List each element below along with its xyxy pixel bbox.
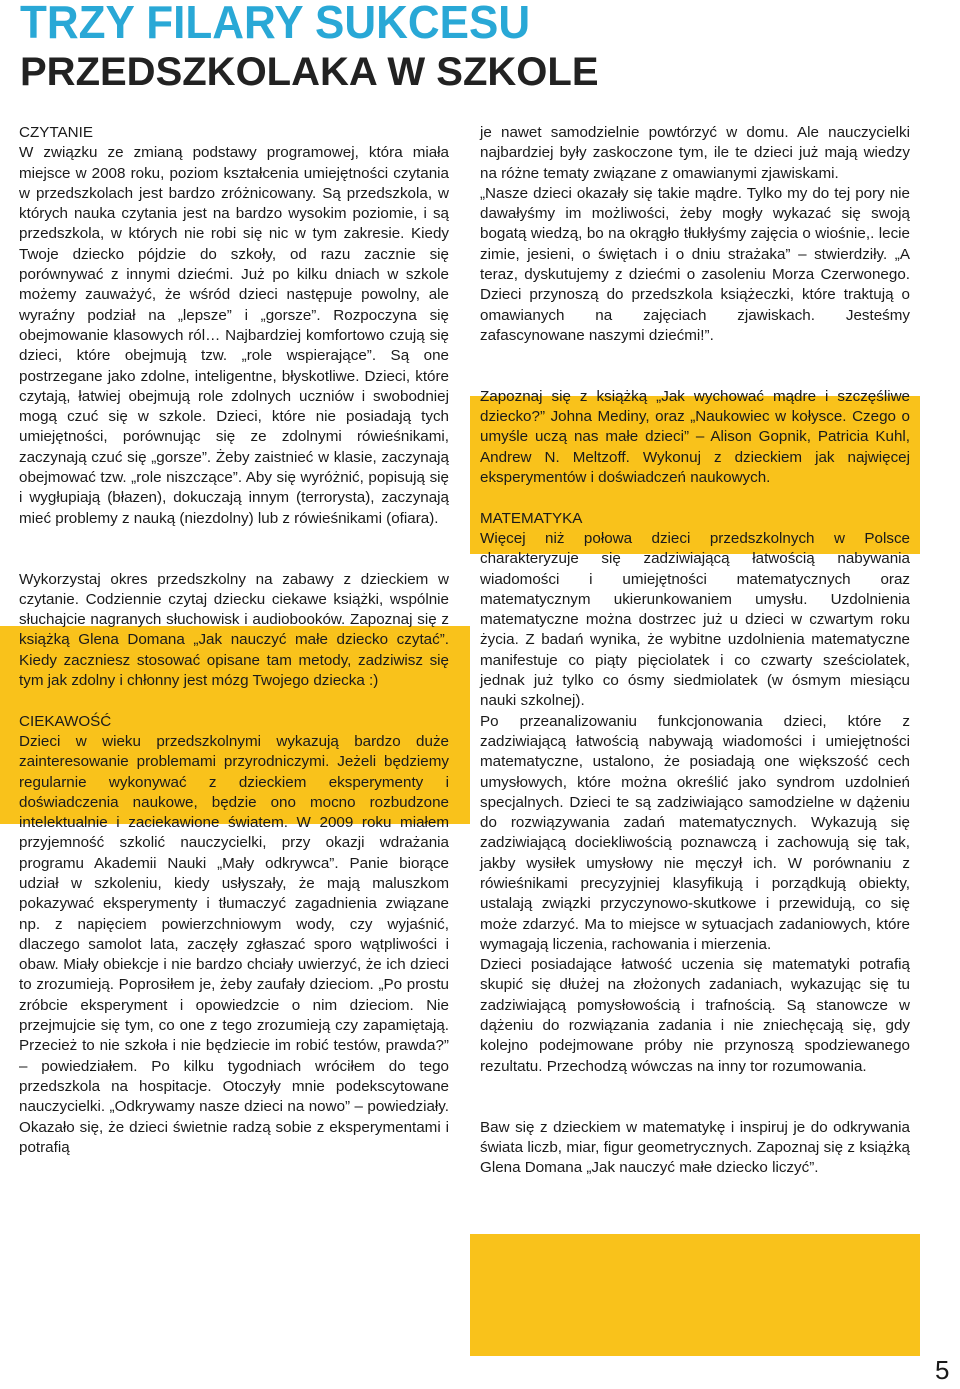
tip-text-reading: Wykorzystaj okres przedszkolny na zabawy z dzieckiem w czytanie. Codziennie czytaj dziecku ciekawe książki, wspólnie słuchajcie nagranych słuchowisk i audiobooków. Zapoznaj się z książką Glena Domana „Jak nauczyć małe dziecko czytać”. Kiedy zaczniesz stosować opisane tam metody, zadziwisz się tym jak zdolny i chłonny jest mózg Twojego dziecka :) [19,570,449,690]
right-column [480,123,910,1178]
page-number: 5 [935,1355,950,1385]
continuation-text: je nawet samodzielnie powtórzyć w domu. Ale nauczycielki najbardziej były zaskoczone tym, ile te dzieci już mają wiedzy na różne tematy związane z omawianymi zjawiskami. [480,124,910,182]
left-column [19,123,449,1158]
section-heading-curiosity: CIEKAWOŚĆ [19,712,112,730]
tip-label-curiosity: WSKAZÓWKA DLA RODZICÓW [480,367,702,385]
tip-label-math: WSKAZÓWKA DLA RODZICÓW [480,1098,702,1116]
section-text-math-3: Dzieci posiadające łatwość uczenia się matematyki potrafią skupić się dłużej na złożonych zadaniach, wykazując się tu zadziwiającą pomysłowością i trafnością. Są stanowcze w dążeniu do rozwiązania zadania i nie zniechęcają się, gdy kolejno podejmowane próby nie przynoszą spodziewanego rezultatu. Przechodzą wówczas na inny tor rozumowania. [480,956,910,1075]
section-heading-math: MATEMATYKA [480,509,583,527]
title-line-1: TRZY FILARY SUKCESU [20,0,531,49]
section-text-curiosity: Dzieci w wieku przedszkolnymi wykazują bardzo duże zainteresowanie problemami przyrodniczymi. Jeżeli będziemy regularnie wykonywać z dzieckiem eksperymenty i doświadczenia naukowe, będzie ono mocno rozbudzone intelektualnie i zaciekawione światem. W 2009 roku miałem przyjemność szkolić nauczycielki, przy okazji wdrażania programu Akademii Nauki „Mały odkrywca”. Panie biorące udział w szkoleniu, kiedy usłyszały, że mają maluszkom pokazywać eksperymenty i tłumaczyć zagadnienia związane np. z napięciem powierzchniowym wody, czy wyjaśnić, dlaczego samolot lata, zaczęły zgłaszać sporo wątpliwości i obaw. Miały obiekcje i nie bardzo chciały uwierzyć, że ich dzieci to zrozumieją. Poprosiłem je, żeby zaufały dzieciom. „Po prostu zróbcie eksperyment i opowiedzcie o nim dzieciom. Nie przejmujcie się tym, co one z tego zrozumieją czy zapamiętają. Przecież to nie szkoła i nie będziecie im robić testów, prawda?” – powiedziałem. Po kilku tygodniach wróciłem do tego przedszkola na hospitacje. Otoczyły mnie podekscytowane nauczycielki. „Odkrywamy nasze dzieci na nowo” – powiedziały. Okazało się, że dzieci świetnie radzą sobie z eksperymentami i potrafią [19,732,449,1156]
title-line-2: PRZEDSZKOLAKA W SZKOLE [20,50,599,94]
section-text-math-1: Więcej niż połowa dzieci przedszkolnych w Polsce charakteryzuje się zadziwiającą łatwością nabywania wiadomości i umiejętności matematycznych oraz matematycznym ukierunkowaniem umysłu. Uzdolnienia matematyczne można dostrzec już u dzieci w czwartym roku życia. Z badań wynika, że wybitne uzdolnienia matematyczne manifestuje co piąty pięciolatek i co czwarty sześciolatek, jednak już tylko co ósmy siedmiolatek (w ósmym miesiącu nauki szkolnej). [480,529,910,710]
tip-text-math: Baw się z dzieckiem w matematykę i inspiruj je do odkrywania świata liczb, miar, figur geometrycznych. Zapoznaj się z książką Glena Domana „Jak nauczyć małe dziecko liczyć”. [480,1118,910,1177]
section-heading-reading: CZYTANIE [19,124,93,141]
teachers-quote: „Nasze dzieci okazały się takie mądre. Tylko my do tej pory nie dawałyśmy im możliwości, żeby mogły wykazać się swoją bogatą wiedzą, bo na okrągło tłukłyśmy zajęcia o wiośnie,. lecie zimie, jesieni, o świętach i o dniu strażaka” – stwierdziły. „A teraz, dyskutujemy z dziećmi o zasoleniu Morza Czerwonego. Dzieci przynoszą do przedszkola książeczki, które traktują o omawianych na zajęciach zjawiskach. Jesteśmy zafascynowane naszymi dziećmi!”. [480,184,910,344]
section-text-reading: W związku ze zmianą podstawy programowej, która miała miejsce w 2008 roku, poziom kształcenia umiejętności czytania w przedszkolach jest bardzo zróżnicowany. Są przedszkola, w których nauka czytania jest na bardzo wysokim poziomie, i są przedszkola, w których nie robi się nic w tym zakresie. Kiedy Twoje dziecko pójdzie do szkoły, od razu zacznie się porównywać z innymi dziećmi. Już po kilku dniach w szkole możemy zauważyć, że wśród dzieci następuje powolny, ale wyraźny podział na „lepsze” i „gorsze”. Rozpoczyna się obejmowanie klasowych ról… Najbardziej komfortowo czują się dzieci, które obejmują tzw. „role wspierające”. Są one postrzegane jako zdolne, inteligentne, błyskotliwe. Dzieci, które czytają, łatwiej obejmują role zdolnych uczniów i swobodniej mogą czuć się w szkole. Dzieci, które nie posiadają tych umiejętności, porównując się ze zdolnymi rówieśnikami, zaczynają czuć się „gorsze”. Żeby zaistnieć w klasie, zaczynają obejmować tzw. „role niszczące”. Aby się wyróżnić, popisują się i wygłupiają (błazen), dokuczają innym (terrorysta), zaczynają mieć problemy z nauką (niezdolny) lub z rówieśnikami (ofiara). [19,144,449,527]
tip-text-curiosity: Zapoznaj się z książką „Jak wychować mądre i szczęśliwe dziecko?” Johna Mediny, oraz „Naukowiec w kołysce. Czego o umyśle uczą nas małe dzieci” – Alison Gopnik, Patricia Kuhl, Andrew N. Meltzoff. Wykonuj z dzieckiem jak najwięcej eksperymentów i doświadczeń naukowych. [480,387,910,487]
tip-highlight-math [470,1234,920,1356]
tip-label-reading: WSKAZÓWKA DLA RODZICÓW [19,550,241,568]
section-text-math-2: Po przeanalizowaniu funkcjonowania dzieci, które z zadziwiającą łatwością nabywają wiadomości i umiejętności matematyczne, ustalono, że posiadają one większość cech umysłowych, które można określić jako syndrom uzdolnień specjalnych. Dzieci te są zadziwiająco samodzielne w dążeniu do rozwiązywania zadań matematycznych. Wykazują się zadziwiającą dociekliwością poznawczą i zachowują się tak, jakby wysiłek umysłowy nie męczył ich. W porównaniu z rówieśnikami precyzyjniej klasyfikują i porządkują obiekty, ustalają związki przyczynowo-skutkowe i przewidują, co się może zdarzyć. Ma to miejsce w sytuacjach zadaniowych, które wymagają liczenia, rachowania i mierzenia. [480,712,910,953]
